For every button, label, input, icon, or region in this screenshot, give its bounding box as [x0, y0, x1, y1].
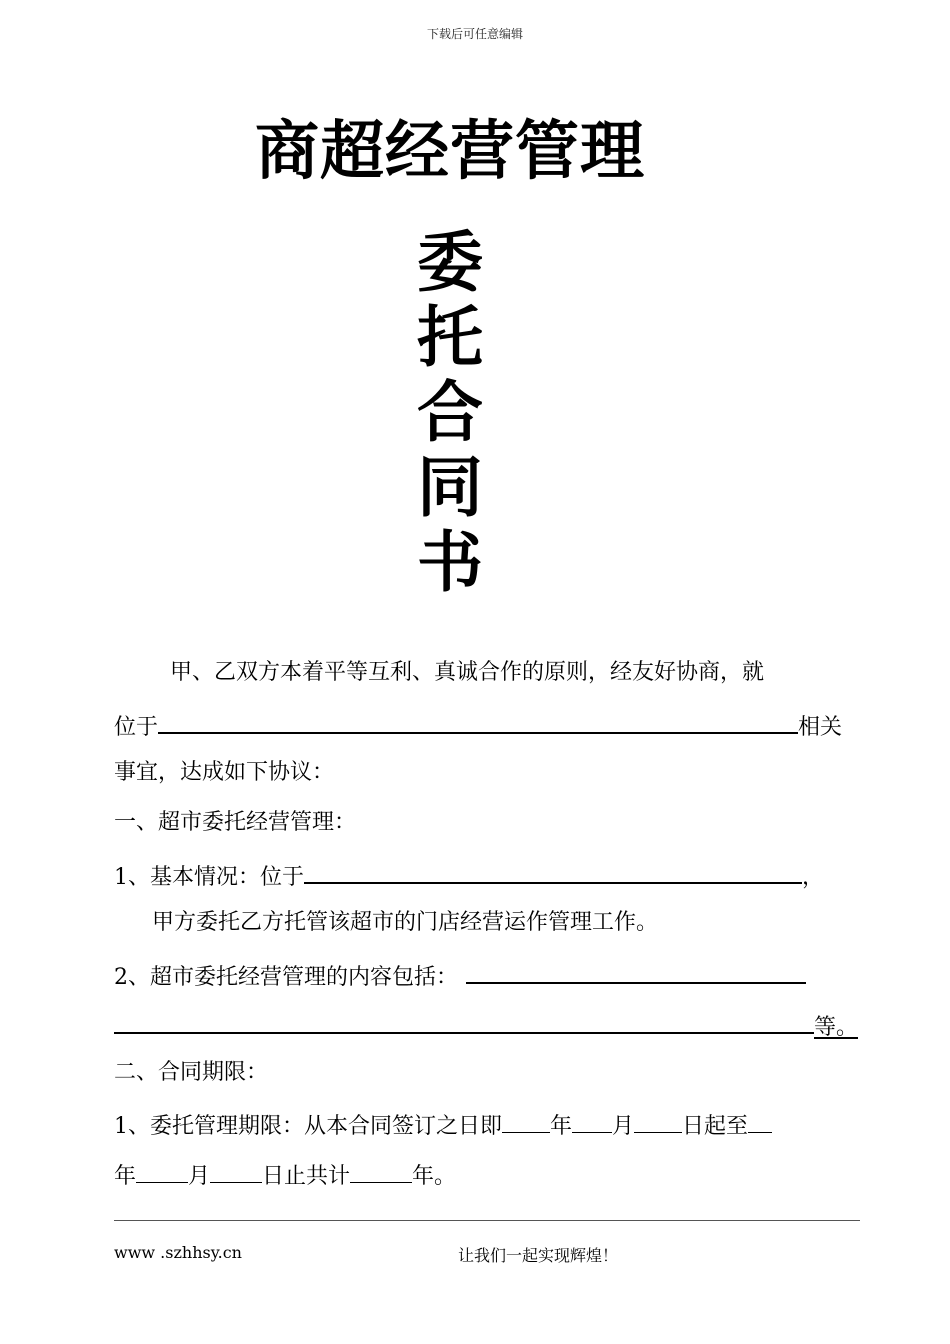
document-title: 商超经营管理 — [255, 115, 645, 189]
subtitle-char: 委 — [417, 224, 483, 301]
subtitle-char: 合 — [417, 374, 483, 451]
store-location-blank[interactable] — [304, 858, 802, 884]
intro-line-2-suffix: 相关 — [798, 715, 843, 740]
header-note: 下载后可任意编辑 — [426, 27, 523, 41]
content-blank-1[interactable] — [466, 958, 806, 984]
subtitle-char: 同 — [417, 449, 483, 526]
term-prefix: 1、委托管理期限：从本合同签订之日即 — [114, 1114, 502, 1139]
start-day-blank[interactable] — [634, 1108, 682, 1133]
section-1-heading: 一、超市委托经营管理： — [114, 810, 357, 835]
start-year-label: 年 — [550, 1114, 573, 1139]
start-month-label: 月 — [612, 1114, 635, 1139]
footer-slogan: 让我们一起实现辉煌！ — [458, 1246, 619, 1265]
footer-divider — [114, 1220, 860, 1221]
location-blank[interactable] — [158, 708, 798, 734]
content-blank-2[interactable] — [114, 1008, 814, 1034]
start-day-label: 日起至 — [682, 1114, 749, 1139]
item-1 — [114, 858, 860, 888]
start-month-blank[interactable] — [572, 1108, 612, 1133]
subtitle-char: 托 — [417, 299, 483, 376]
intro-line-2 — [114, 708, 860, 738]
end-year-label: 年 — [114, 1164, 137, 1189]
end-day-label: 日止共计 — [262, 1164, 351, 1189]
end-month-blank[interactable] — [136, 1158, 188, 1183]
subtitle-char: 书 — [417, 524, 483, 601]
item-2-prefix: 2、超市委托经营管理的内容包括： — [114, 965, 458, 990]
item-2-suffix: 等。 — [814, 1015, 859, 1040]
end-day-blank[interactable] — [210, 1158, 262, 1183]
total-years-blank[interactable] — [350, 1158, 412, 1183]
term-line-2 — [114, 1158, 860, 1188]
intro-line-1: 甲、乙双方本着平等互利、真诚合作的原则，经友好协商，就 — [170, 660, 765, 685]
total-years-label: 年。 — [412, 1164, 457, 1189]
intro-line-2-prefix: 位于 — [114, 715, 159, 740]
section-2-heading: 二、合同期限： — [114, 1060, 269, 1085]
footer-website[interactable]: www .szhhsy.cn — [114, 1243, 242, 1262]
document-subtitle-vertical — [400, 225, 500, 600]
item-1-prefix: 1、基本情况：位于 — [114, 865, 304, 890]
item-1-suffix: ， — [802, 865, 825, 890]
end-year-blank[interactable] — [748, 1108, 772, 1133]
term-line-1 — [114, 1108, 860, 1138]
item-1-continued: 甲方委托乙方托管该超市的门店经营运作管理工作。 — [152, 910, 659, 935]
item-2 — [114, 958, 860, 988]
intro-line-3: 事宜，达成如下协议： — [114, 760, 335, 785]
end-month-label: 月 — [188, 1164, 211, 1189]
item-2-continued — [114, 1008, 860, 1038]
start-year-blank[interactable] — [502, 1108, 550, 1133]
